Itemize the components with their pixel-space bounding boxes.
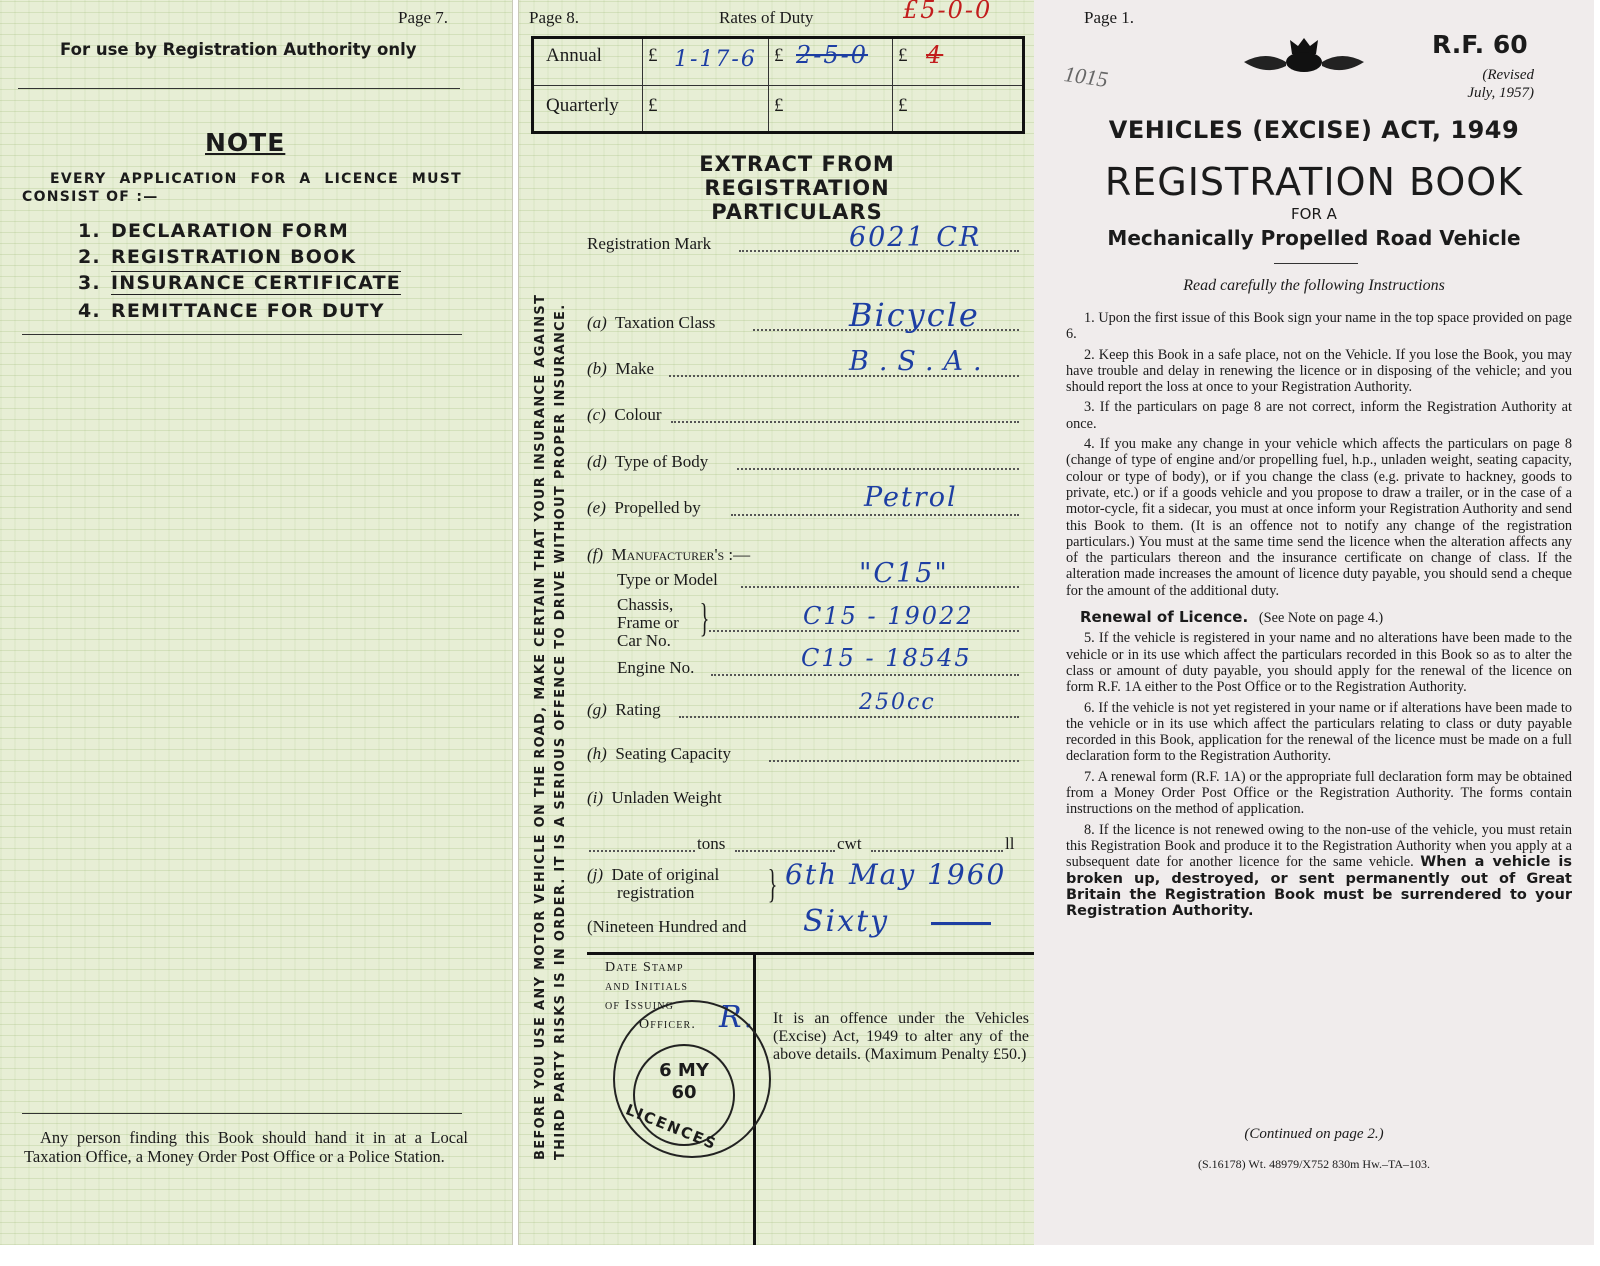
- engine-label: Engine No.: [617, 658, 695, 677]
- pound-sign: £: [774, 95, 784, 116]
- colour-label: (c) Colour: [587, 405, 662, 424]
- manufacturers-label: (f) Manufacturer's :—: [587, 545, 751, 564]
- brace: }: [699, 595, 710, 640]
- rating-value: 250cc: [859, 690, 936, 715]
- registration-mark-label: Registration Mark: [587, 234, 712, 253]
- tons-label: tons: [697, 834, 726, 853]
- divider: [768, 39, 769, 131]
- pencil-note: 1015: [1062, 61, 1110, 92]
- insurance-warning-2: THIRD PARTY RISKS IS IN ORDER. IT IS A SERIOUS OFFENCE TO DRIVE WITHOUT PROPER INSURANCE.: [553, 303, 568, 1160]
- chassis-value: C15 - 19022: [803, 602, 974, 630]
- propelled-by-label: (e) Propelled by: [587, 498, 701, 517]
- make-value: B.S.A.: [849, 346, 992, 377]
- list-item: 1. DECLARATION FORM: [78, 220, 349, 242]
- annual-duty-1: 1-17-6: [674, 47, 757, 72]
- page-8: [518, 0, 1035, 1245]
- type-model-label: Type or Model: [617, 570, 718, 589]
- engine-value: C15 - 18545: [801, 644, 972, 672]
- divider: [892, 39, 893, 131]
- make-label: (b) Make: [587, 359, 655, 378]
- pound-sign: £: [898, 95, 908, 116]
- nineteen-hundred-label: (Nineteen Hundred and: [587, 917, 747, 936]
- brace: }: [767, 861, 778, 906]
- taxation-class-value: Bicycle: [849, 296, 980, 334]
- unladen-label: (i) Unladen Weight: [587, 788, 722, 807]
- page-7: [0, 0, 513, 1245]
- body-type-label: (d) Type of Body: [587, 452, 709, 471]
- note-intro: EVERY APPLICATION FOR A LICENCE MUST CONSIST OF :—: [22, 171, 462, 205]
- quarterly-row: [534, 85, 1022, 131]
- officer-initial: R.: [719, 1000, 756, 1035]
- rates-title: Rates of Duty: [719, 8, 814, 27]
- form-code: R.F. 60: [1432, 30, 1528, 59]
- propelled-by-value: Petrol: [864, 482, 958, 513]
- pound-sign: £: [648, 45, 658, 66]
- insurance-warning-1: BEFORE YOU USE ANY MOTOR VEHICLE ON THE ROAD, MAKE CERTAIN THAT YOUR INSURANCE AGAINST: [533, 293, 548, 1160]
- book-title: REGISTRATION BOOK: [1104, 160, 1524, 204]
- dotted-line: [671, 421, 1019, 423]
- dotted-line: [709, 630, 1019, 632]
- date-registration-value: 6th May 1960: [785, 858, 1007, 891]
- subtitle: Mechanically Propelled Road Vehicle: [1107, 226, 1521, 250]
- quarterly-label: Quarterly: [546, 95, 619, 116]
- pound-sign: £: [648, 95, 658, 116]
- divider: [1274, 263, 1358, 264]
- type-model-value: "C15": [859, 558, 949, 589]
- revised-date: (Revised July, 1957): [1467, 67, 1534, 101]
- dotted-line: [769, 760, 1019, 762]
- cwt-label: cwt: [837, 834, 862, 853]
- requirements-list: [78, 220, 401, 326]
- page-number: Page 7.: [398, 8, 449, 27]
- finder-note: Any person finding this Book should hand it in at a Local Taxation Office, a Money Order Post Office or a Police Station.: [24, 1128, 468, 1166]
- divider: [18, 88, 460, 89]
- page-number: Page 1.: [1084, 8, 1135, 27]
- instructions: 1. Upon the first issue of this Book sign your name in the top space provided on page 6. 2. Keep this Book in a safe place, not on the Vehicle. If you lose the Book, you may have trouble and delay in renewing the licence or in disposing of the vehicle; and you should report the loss at once to your Registration Authority. 3. If the particulars on page 8 are not correct, inform the Registration Authority at once. 4. If you make any change in your vehicle which affects the particulars on page 8 (change of type of engine and/or propelling fuel, h.p., unladen weight, seating capacity, colour or type of body), or if you change the class (e.g. private to hackney, goods to private, etc.) or if a goods vehicle and you propose to draw a trailer, or in the case of a motor-cycle, fit a sidecar, you must at once inform your Registration Authority and send this Book to them. (It is an offence not to notify any change of the registration particulars.) You must at the same time send the licence when the alteration affects any of the particulars thereon and the insurance certificate on change of class. If the alteration made increases the amount of licence duty payable, you should send a cheque for the amount of the additional duty. Renewal of Licence. (See Note on page 4.) 5. If the vehicle is registered in your name and no alterations have been made to the vehicle or in its use which affect the particulars recorded in this Book so as to alter the class or amount of duty payable, you should apply for the renewal of the licence on form R.F. 1A either to the Post Office or to the Registration Authority. 6. If the vehicle is not yet registered in your name or if alterations have been made to the vehicle or in its use which affect the particulars relating to class or duty payable recorded in this Book, application for the renewal of the licence must be made on a full declaration form to the Registration Authority. 7. A renewal form (R.F. 1A) or the appropriate full declaration form may be obtained from a Money Order Post Office or the Registration Authority. The forms contain instructions on the method of application. 8. If the licence is not renewed owing to the non-use of the vehicle, you must retain this Registration Book and produce it to the Registration Authority when you apply at a subsequent date for another licence for the same vehicle. When a vehicle is broken up, destroyed, or sent permanently out of Great Britain the Registration Book must be surrendered to your Registration Authority.: [1066, 310, 1572, 920]
- authority-heading: For use by Registration Authority only: [60, 40, 417, 59]
- year-value: Sixty: [803, 904, 890, 939]
- annual-row: [534, 39, 1022, 86]
- page-number: Page 8.: [529, 8, 580, 27]
- annual-duty-2: 2-5-0: [796, 41, 869, 69]
- rating-label: (g) Rating: [587, 700, 661, 719]
- pound-sign: £: [898, 45, 908, 66]
- annual-duty-3: 4: [926, 41, 944, 69]
- registration-mark-value: 6021 CR: [849, 222, 982, 253]
- list-item: 4. REMITTANCE FOR DUTY: [78, 300, 385, 322]
- divider: [22, 1113, 462, 1114]
- dotted-line: [589, 850, 695, 852]
- taxation-class-label: (a) Taxation Class: [587, 313, 716, 332]
- note-title: NOTE: [205, 128, 286, 157]
- royal-crest-icon: [1234, 32, 1374, 80]
- divider: [587, 952, 1035, 955]
- stamp-box-heading: Date Stamp and Initials of Issuing Officer.: [605, 960, 697, 1032]
- rates-of-duty-table: [531, 36, 1025, 134]
- chassis-label: Chassis, Frame or Car No.: [617, 595, 679, 650]
- page-1: [1034, 0, 1594, 1245]
- pen-stroke: [931, 922, 991, 925]
- dotted-line: [731, 514, 1019, 516]
- pound-sign: £: [774, 45, 784, 66]
- dotted-line: [871, 850, 1003, 852]
- dotted-line: [711, 674, 1019, 676]
- stamp-ring-text: LICENCES: [623, 1100, 720, 1154]
- offence-note: It is an offence under the Vehicles (Excise) Act, 1949 to alter any of the above details. (Maximum Penalty £50.): [773, 1010, 1029, 1063]
- read-carefully: Read carefully the following Instructions: [1183, 277, 1445, 294]
- act-title: VEHICLES (EXCISE) ACT, 1949: [1108, 116, 1520, 144]
- extract-title: EXTRACT FROM REGISTRATION PARTICULARS: [699, 152, 895, 224]
- divider: [22, 334, 462, 335]
- print-reference: (S.16178) Wt. 48979/X752 830m Hw.–TA–103.: [1197, 1157, 1431, 1171]
- list-item: 2. REGISTRATION BOOK: [78, 246, 357, 268]
- dotted-line: [737, 468, 1019, 470]
- continued-note: (Continued on page 2.): [1244, 1126, 1384, 1142]
- list-item: 3. INSURANCE CERTIFICATE: [78, 272, 401, 294]
- dotted-line: [679, 716, 1019, 718]
- seating-label: (h) Seating Capacity: [587, 744, 731, 763]
- for-a: FOR A: [1291, 205, 1337, 223]
- stamp-date: 6 MY 60: [659, 1060, 709, 1103]
- divider: [642, 39, 643, 131]
- date-registration-label: (j) Date of original registration: [587, 865, 720, 902]
- annual-label: Annual: [546, 45, 602, 66]
- lb-label: ll: [1005, 834, 1015, 853]
- handwritten-duty: £5-0-0: [903, 0, 993, 24]
- dotted-line: [735, 850, 835, 852]
